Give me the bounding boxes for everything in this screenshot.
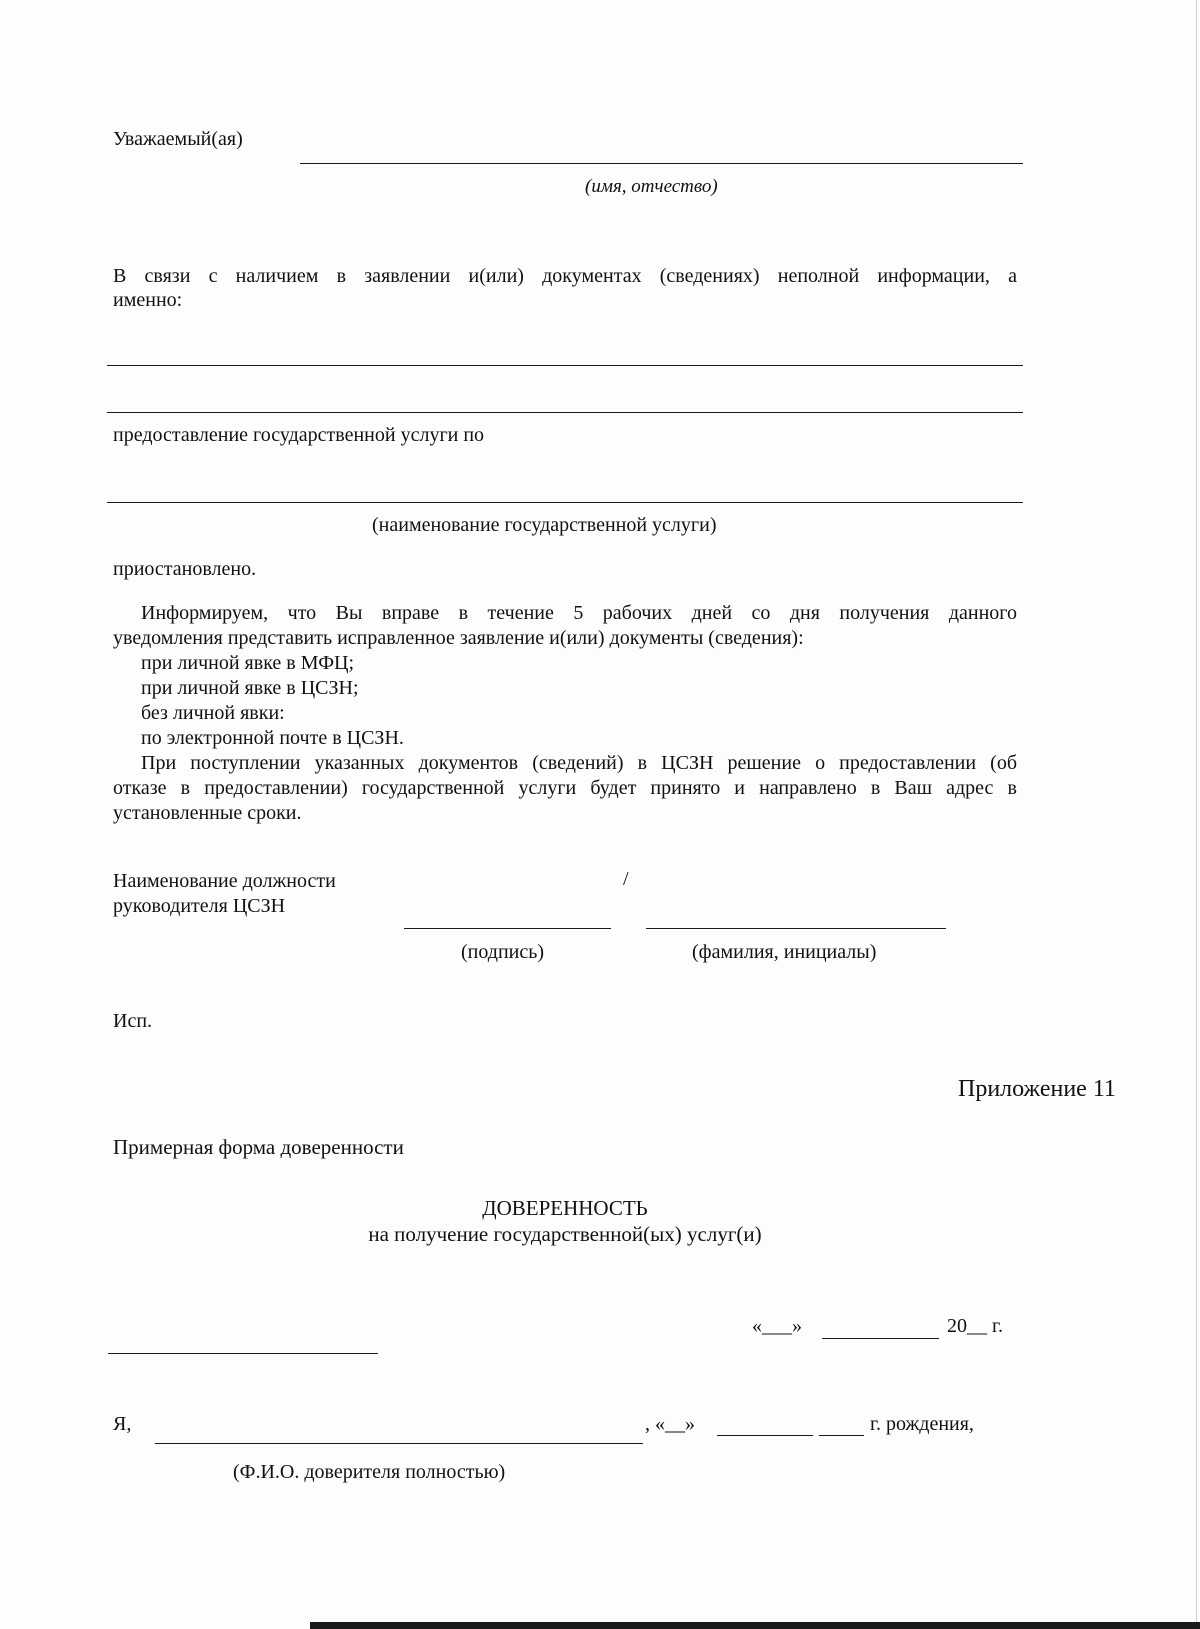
paragraph-incomplete-info-line2: именно: — [113, 289, 183, 311]
salutation: Уважаемый(ая) — [113, 128, 243, 150]
option-remote: без личной явки: — [141, 702, 285, 724]
suspended-text: приостановлено. — [113, 558, 257, 580]
signature-hint: (подпись) — [461, 941, 545, 963]
signature-separator: / — [623, 868, 629, 890]
inform-line1: Информируем, что Вы вправе в течение 5 рабочих дней со дня получения данного — [141, 602, 1017, 624]
birth-suffix: г. рождения, — [870, 1413, 974, 1435]
place-blank-line — [108, 1353, 378, 1354]
signature-blank-line — [404, 928, 611, 929]
date-year: 20__ г. — [947, 1315, 1003, 1337]
birth-month-blank-line — [717, 1435, 813, 1436]
decision-line3: установленные сроки. — [113, 802, 302, 824]
i-label: Я, — [113, 1413, 132, 1435]
scan-bottom-edge — [310, 1622, 1200, 1629]
info-blank-line-1 — [107, 365, 1023, 366]
paragraph-incomplete-info-line1: В связи с наличием в заявлении и(или) документах (сведениях) неполной информации, а — [113, 265, 1017, 287]
position-title-line1: Наименование должности — [113, 870, 336, 892]
scan-edge-line — [1196, 0, 1197, 1629]
service-intro: предоставление государственной услуги по — [113, 424, 485, 446]
service-blank-line — [107, 502, 1023, 503]
power-of-attorney-heading: ДОВЕРЕННОСТЬ — [482, 1196, 648, 1220]
name-hint: (имя, отчество) — [585, 176, 718, 197]
principal-name-hint: (Ф.И.О. доверителя полностью) — [233, 1461, 506, 1483]
decision-line1: При поступлении указанных документов (сведений) в ЦСЗН решение о предоставлении (об — [141, 752, 1017, 774]
appendix-label: Приложение 11 — [958, 1076, 1116, 1102]
info-blank-line-2 — [107, 412, 1023, 413]
surname-blank-line — [646, 928, 946, 929]
option-cszn: при личной явке в ЦСЗН; — [141, 677, 359, 699]
name-blank-line — [300, 163, 1023, 164]
form-title: Примерная форма доверенности — [113, 1135, 404, 1159]
position-title-line2: руководителя ЦСЗН — [113, 895, 286, 917]
inform-line2: уведомления представить исправленное заявление и(или) документы (сведения): — [113, 627, 804, 649]
date-month-blank-line — [822, 1338, 939, 1339]
decision-line2: отказе в предоставлении) государственной услуги будет принято и направлено в Ваш адрес в — [113, 777, 1017, 799]
birth-day-quote: , «__» — [645, 1413, 695, 1435]
birth-year-blank-line — [819, 1435, 864, 1436]
surname-hint: (фамилия, инициалы) — [692, 941, 877, 963]
option-mfc: при личной явке в МФЦ; — [141, 652, 355, 674]
executor-label: Исп. — [113, 1010, 153, 1032]
principal-name-blank-line — [155, 1443, 643, 1444]
power-of-attorney-subheading: на получение государственной(ых) услуг(и) — [368, 1222, 762, 1246]
option-email: по электронной почте в ЦСЗН. — [141, 727, 404, 749]
date-day-quote: «___» — [752, 1315, 802, 1337]
service-hint: (наименование государственной услуги) — [372, 514, 717, 536]
